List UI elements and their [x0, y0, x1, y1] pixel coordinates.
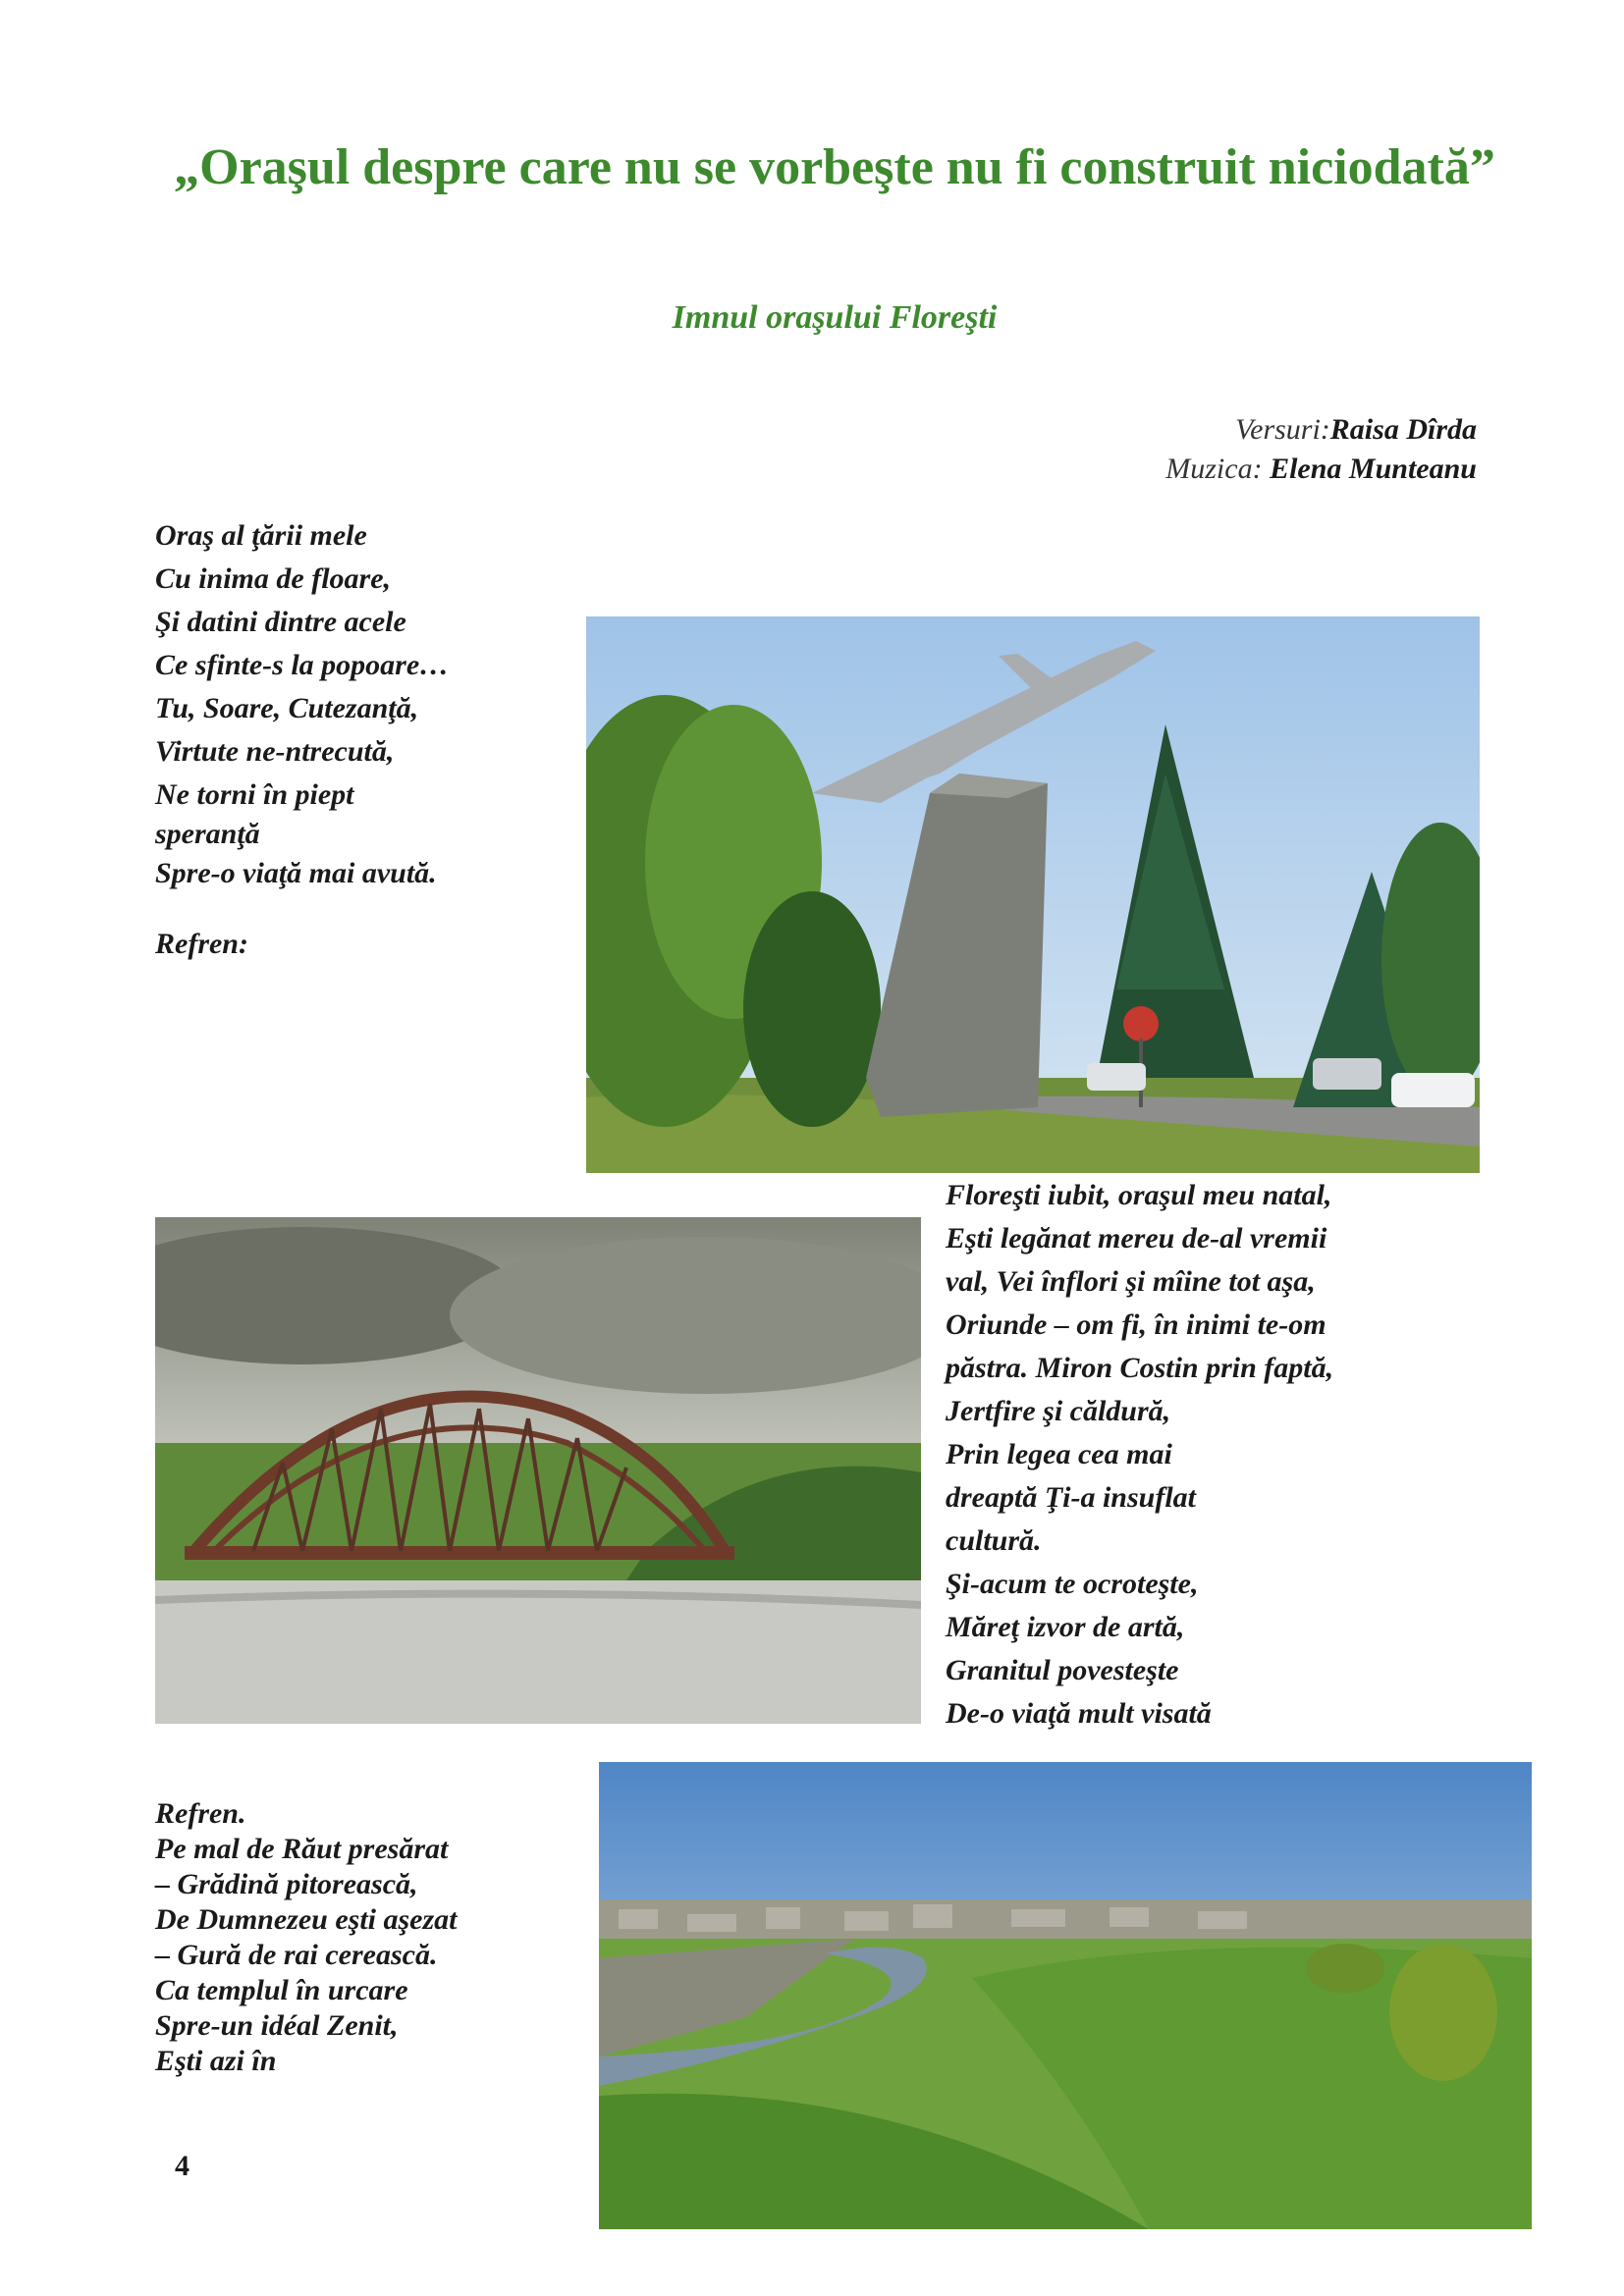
- stanza-3: [155, 1796, 458, 2079]
- verse-line: – Grădină pitorească,: [155, 1868, 418, 1900]
- verse-line: val, Vei înflori şi mîine tot aşa,: [946, 1265, 1316, 1298]
- verse-line: Refren.: [155, 1797, 246, 1830]
- verse-line: Spre-o viaţă mai avută.: [155, 857, 437, 889]
- verse-line: cultură.: [946, 1524, 1042, 1557]
- verse-line: Şi-acum te ocroteşte,: [946, 1568, 1199, 1600]
- music-credit: Muzica: Elena Munteanu: [1165, 453, 1477, 485]
- verse-line: Măreţ izvor de artă,: [946, 1611, 1185, 1643]
- verse-line: Spre-un idéal Zenit,: [155, 2009, 399, 2042]
- verse-line: De Dumnezeu eşti aşezat: [155, 1903, 458, 1936]
- verse-line: speranţă: [155, 818, 260, 850]
- page-subtitle: Imnul oraşului Floreşti: [672, 299, 998, 336]
- page-number: 4: [175, 2150, 189, 2182]
- stanza-1: [155, 514, 449, 895]
- river-image: [599, 1762, 1532, 2229]
- river-photo: [599, 1762, 1532, 2229]
- verse-line: Şi datini dintre acele: [155, 606, 406, 638]
- page-title: „Oraşul despre care nu se vorbeşte nu fi construit niciodată”: [174, 139, 1495, 195]
- verse-line: Ne torni în piept: [155, 778, 354, 811]
- verse-line: dreaptă Ţi-a insuflat: [946, 1481, 1197, 1514]
- verse-line: Granitul povesteşte: [946, 1654, 1179, 1686]
- verse-line: Virtute ne-ntrecută,: [155, 735, 395, 768]
- monument-photo: [586, 616, 1480, 1173]
- verse-line: Oriunde – om fi, în inimi te-om: [946, 1308, 1326, 1341]
- verse-line: Jertfire şi căldură,: [946, 1395, 1171, 1427]
- verse-line: De-o viaţă mult visată: [946, 1697, 1212, 1730]
- verse-line: Oraş al ţării mele: [155, 519, 367, 552]
- lyrics-credit: Versuri:Raisa Dîrda: [1235, 413, 1477, 446]
- stanza-2: [946, 1174, 1333, 1735]
- verse-line: Eşti legănat mereu de-al vremii: [946, 1222, 1327, 1255]
- refrain-label: Refren:: [155, 928, 248, 960]
- verse-line: păstra. Miron Costin prin faptă,: [946, 1352, 1334, 1384]
- verse-line: Eşti azi în: [155, 2045, 277, 2077]
- bridge-image: [155, 1217, 921, 1724]
- verse-line: Pe mal de Răut presărat: [155, 1833, 449, 1865]
- verse-line: Cu inima de floare,: [155, 562, 392, 595]
- bridge-photo: [155, 1217, 921, 1724]
- verse-line: – Gură de rai cerească.: [155, 1939, 438, 1971]
- credits: [1165, 410, 1477, 489]
- verse-line: Prin legea cea mai: [946, 1438, 1172, 1470]
- verse-line: Tu, Soare, Cutezanţă,: [155, 692, 419, 724]
- verse-line: Floreşti iubit, oraşul meu natal,: [946, 1179, 1332, 1211]
- verse-line: Ca templul în urcare: [155, 1974, 408, 2006]
- verse-line: Ce sfinte-s la popoare…: [155, 649, 450, 681]
- monument-image: [586, 616, 1480, 1173]
